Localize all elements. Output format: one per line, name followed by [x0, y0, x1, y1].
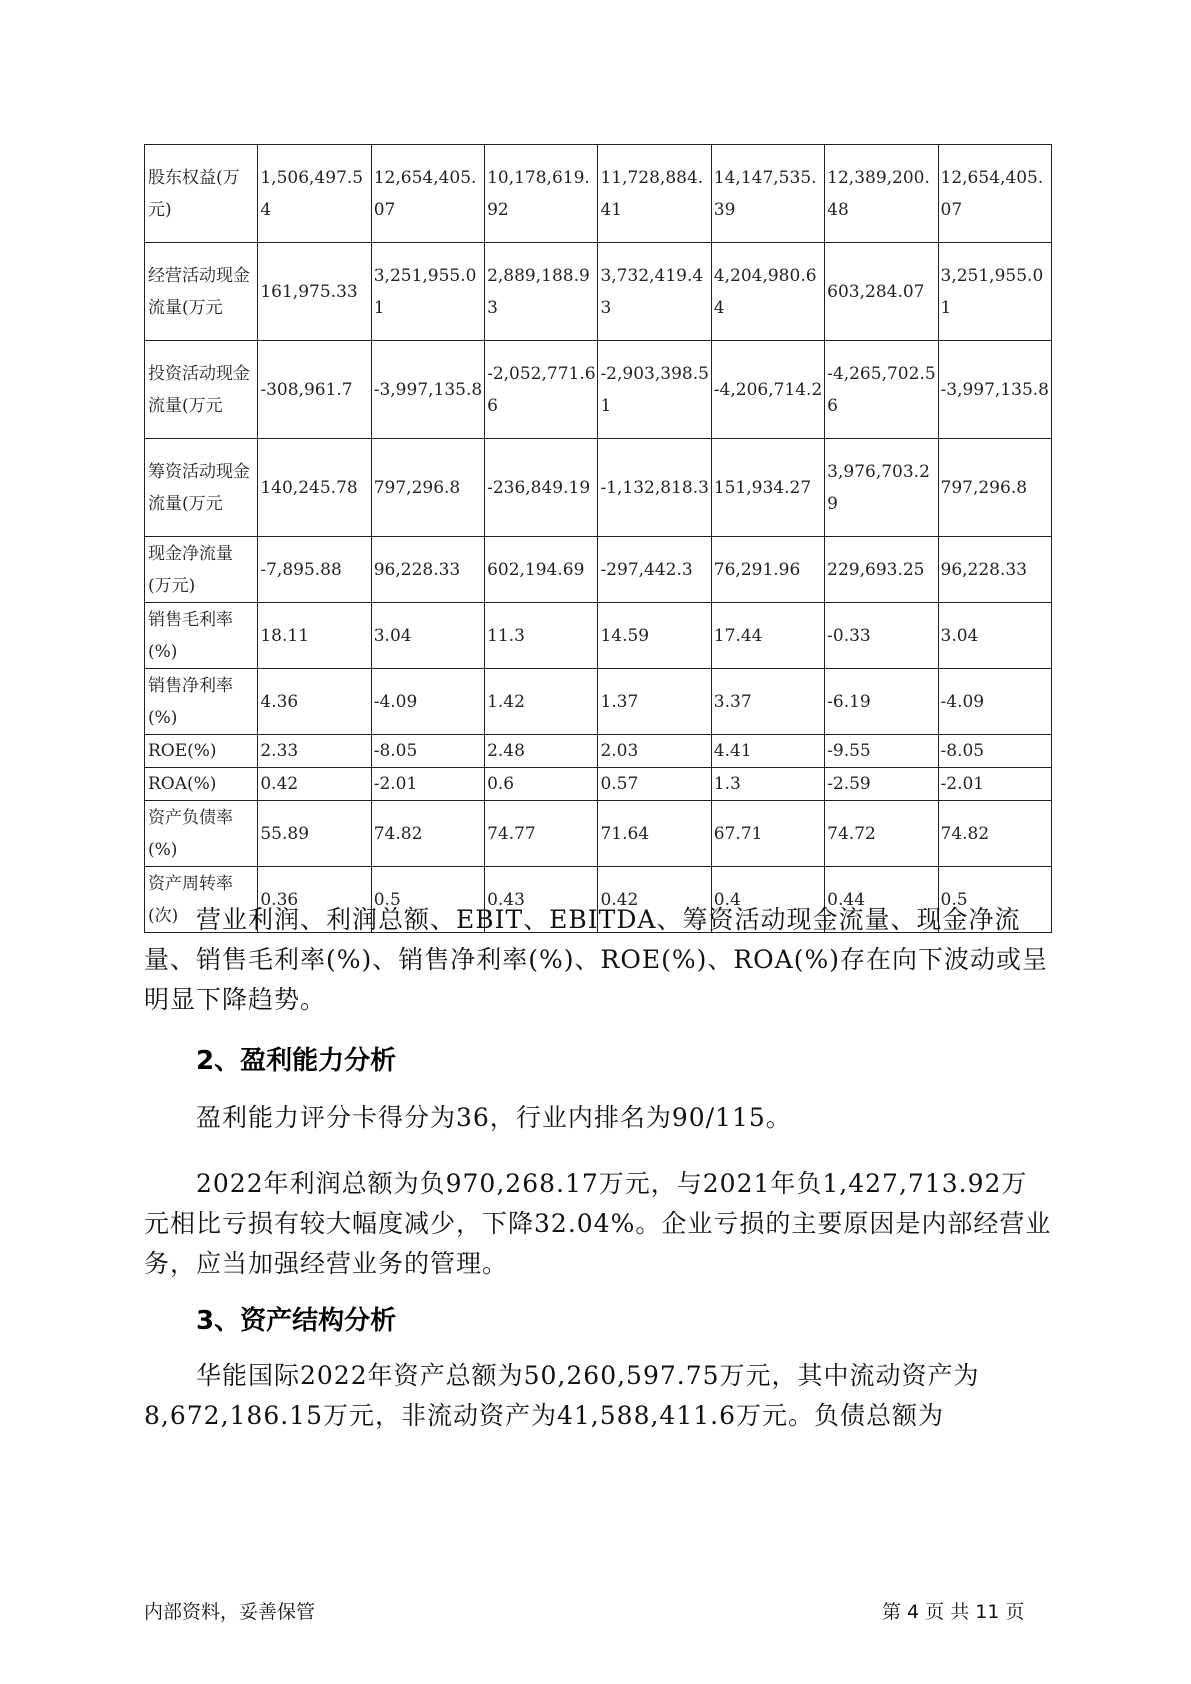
table-cell: 0.42	[258, 768, 371, 801]
table-row	[145, 145, 1052, 243]
profit-paragraph: 2022年利润总额为负970,268.17万元，与2021年负1,427,713.92万元相比亏损有较大幅度减少，下降32.04%。企业亏损的主要原因是内部经营业务，应当加强经营业务的管理。	[144, 1169, 1052, 1278]
row-label-cell: 投资活动现金流量(万元	[145, 341, 258, 439]
table-cell: -4.09	[938, 669, 1051, 735]
table-cell: 0.44	[825, 867, 938, 933]
table-cell: 0.57	[598, 768, 711, 801]
table-cell: 0.5	[938, 867, 1051, 933]
row-label-cell: 销售毛利率(%)	[145, 603, 258, 669]
table-cell: 3.04	[938, 603, 1051, 669]
table-cell: 0.42	[598, 867, 711, 933]
table-cell: -2,903,398.51	[598, 341, 711, 439]
table-cell: 18.11	[258, 603, 371, 669]
financial-table-body	[145, 145, 1052, 933]
table-cell: 3,251,955.01	[938, 243, 1051, 341]
table-cell: 96,228.33	[371, 537, 484, 603]
table-cell: 140,245.78	[258, 439, 371, 537]
table-cell: -7,895.88	[258, 537, 371, 603]
table-cell: 4,204,980.64	[711, 243, 824, 341]
table-cell: 76,291.96	[711, 537, 824, 603]
table-cell: 12,654,405.07	[371, 145, 484, 243]
table-cell: 2,889,188.93	[485, 243, 598, 341]
table-cell: -297,442.3	[598, 537, 711, 603]
section-heading-profitability: 2、盈利能力分析	[196, 1046, 397, 1076]
table-cell: 14,147,535.39	[711, 145, 824, 243]
trend-paragraph-block	[144, 900, 1052, 1020]
table-cell: -6.19	[825, 669, 938, 735]
table-cell: 151,934.27	[711, 439, 824, 537]
table-cell: 1.37	[598, 669, 711, 735]
table-cell: -308,961.7	[258, 341, 371, 439]
table-cell: -3,997,135.8	[938, 341, 1051, 439]
table-cell: 10,178,619.92	[485, 145, 598, 243]
table-cell: -4,206,714.2	[711, 341, 824, 439]
table-row	[145, 603, 1052, 669]
table-cell: 0.5	[371, 867, 484, 933]
table-cell: 0.43	[485, 867, 598, 933]
row-label-cell: ROE(%)	[145, 735, 258, 768]
table-cell: 602,194.69	[485, 537, 598, 603]
table-cell: 11.3	[485, 603, 598, 669]
table-cell: 2.03	[598, 735, 711, 768]
table-cell: 3,251,955.01	[371, 243, 484, 341]
table-cell: -236,849.19	[485, 439, 598, 537]
table-cell: 74.77	[485, 801, 598, 867]
table-cell: -8.05	[371, 735, 484, 768]
profit-paragraph-block	[144, 1164, 1052, 1284]
footer-confidential-note: 内部资料，妥善保管	[144, 1601, 316, 1623]
table-cell: 0.6	[485, 768, 598, 801]
score-paragraph-block	[144, 1098, 1052, 1138]
table-cell: 74.72	[825, 801, 938, 867]
table-cell: 96,228.33	[938, 537, 1051, 603]
table-cell: 0.36	[258, 867, 371, 933]
row-label-cell: 经营活动现金流量(万元	[145, 243, 258, 341]
table-cell: -2.01	[938, 768, 1051, 801]
table-row	[145, 439, 1052, 537]
table-cell: 2.33	[258, 735, 371, 768]
table-cell: 2.48	[485, 735, 598, 768]
footer-page-number: 第 4 页 共 11 页	[882, 1601, 1025, 1623]
table-cell: -1,132,818.3	[598, 439, 711, 537]
table-cell: 0.4	[711, 867, 824, 933]
table-cell: 12,389,200.48	[825, 145, 938, 243]
table-cell: 74.82	[938, 801, 1051, 867]
row-label-cell: 股东权益(万元)	[145, 145, 258, 243]
row-label-cell: 资产周转率(次)	[145, 867, 258, 933]
score-paragraph: 盈利能力评分卡得分为36，行业内排名为90/115。	[196, 1103, 792, 1132]
table-row	[145, 341, 1052, 439]
table-row	[145, 243, 1052, 341]
table-cell: 1.42	[485, 669, 598, 735]
table-cell: -4.09	[371, 669, 484, 735]
table-cell: -2,052,771.66	[485, 341, 598, 439]
table-cell: 603,284.07	[825, 243, 938, 341]
table-cell: -8.05	[938, 735, 1051, 768]
table-cell: 4.36	[258, 669, 371, 735]
trend-paragraph: 营业利润、利润总额、EBIT、EBITDA、筹资活动现金流量、现金净流量、销售毛利率(%)、销售净利率(%)、ROE(%)、ROA(%)存在向下波动或呈明显下降趋势。	[144, 905, 1048, 1014]
assets-paragraph: 华能国际2022年资产总额为50,260,597.75万元，其中流动资产为8,672,186.15万元，非流动资产为41,588,411.6万元。负债总额为	[144, 1361, 980, 1430]
table-cell: 3,976,703.29	[825, 439, 938, 537]
table-cell: 3.04	[371, 603, 484, 669]
table-cell: 71.64	[598, 801, 711, 867]
table-row	[145, 801, 1052, 867]
table-cell: 14.59	[598, 603, 711, 669]
table-cell: 3,732,419.43	[598, 243, 711, 341]
table-cell: -4,265,702.56	[825, 341, 938, 439]
table-cell: -2.59	[825, 768, 938, 801]
financial-table	[144, 144, 1052, 933]
table-cell: -2.01	[371, 768, 484, 801]
table-cell: 17.44	[711, 603, 824, 669]
table-cell: 797,296.8	[371, 439, 484, 537]
row-label-cell: 筹资活动现金流量(万元	[145, 439, 258, 537]
table-cell: -3,997,135.8	[371, 341, 484, 439]
table-cell: 161,975.33	[258, 243, 371, 341]
table-cell: 11,728,884.41	[598, 145, 711, 243]
section-heading-asset-structure: 3、资产结构分析	[196, 1306, 397, 1336]
row-label-cell: 销售净利率(%)	[145, 669, 258, 735]
table-row	[145, 669, 1052, 735]
row-label-cell: ROA(%)	[145, 768, 258, 801]
table-cell: 4.41	[711, 735, 824, 768]
table-row	[145, 768, 1052, 801]
row-label-cell: 资产负债率(%)	[145, 801, 258, 867]
table-cell: 12,654,405.07	[938, 145, 1051, 243]
table-cell: 74.82	[371, 801, 484, 867]
table-cell: 67.71	[711, 801, 824, 867]
assets-paragraph-block	[144, 1356, 1052, 1436]
table-row	[145, 735, 1052, 768]
table-cell: 3.37	[711, 669, 824, 735]
table-cell: -0.33	[825, 603, 938, 669]
table-cell: 55.89	[258, 801, 371, 867]
table-cell: 797,296.8	[938, 439, 1051, 537]
table-cell: 229,693.25	[825, 537, 938, 603]
table-cell: -9.55	[825, 735, 938, 768]
table-cell: 1.3	[711, 768, 824, 801]
table-cell: 1,506,497.54	[258, 145, 371, 243]
row-label-cell: 现金净流量(万元)	[145, 537, 258, 603]
table-row	[145, 537, 1052, 603]
